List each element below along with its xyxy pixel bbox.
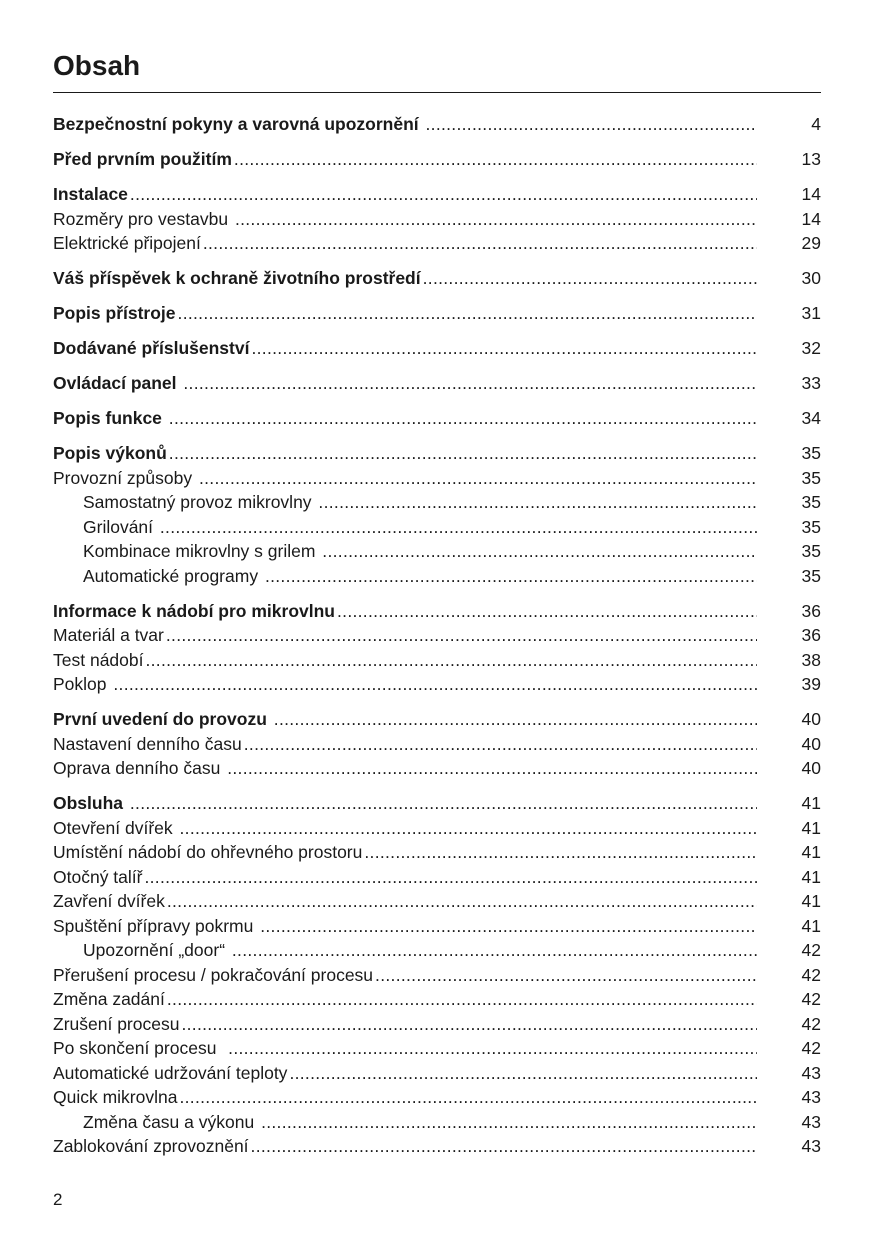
toc-page-number: 35 [801,492,821,512]
dot-leader [426,112,758,137]
toc-entry-title: Před prvním použitím [53,149,232,169]
toc-page-number: 35 [801,443,821,463]
toc-subentry[interactable] [53,564,821,589]
toc-entry[interactable] [53,466,821,491]
dot-leader [169,441,757,466]
dot-leader [232,938,757,963]
toc-entry[interactable] [53,231,821,256]
toc-section [53,791,821,1159]
dot-leader [113,672,757,697]
toc-heading-entry[interactable] [53,791,821,816]
toc-page-number: 38 [801,649,821,670]
toc-entry[interactable] [53,816,821,841]
toc-page-number: 35 [801,565,821,586]
toc-subentry[interactable] [53,938,821,963]
toc-heading-entry[interactable] [53,147,821,172]
toc-entry-title: Přerušení procesu / pokračování procesu [53,964,374,985]
toc-section [53,112,821,137]
toc-page-number: 30 [801,268,821,288]
toc-entry-title: Otočný talíř [53,866,143,887]
toc-page-number: 4 [811,114,821,134]
toc-subentry[interactable] [53,539,821,564]
dot-leader [337,599,757,624]
toc-page-number: 43 [801,1087,821,1107]
dot-leader [183,371,757,396]
toc-entry-title: Samostatný provoz mikrovlny [83,492,317,512]
toc-entry-title: Popis funkce [53,408,167,428]
toc-entry[interactable] [53,672,821,697]
toc-section [53,266,821,291]
toc-entry-title: Ovládací panel [53,373,182,393]
toc-page-number: 14 [801,184,821,204]
toc-page-number: 40 [801,733,821,754]
toc-entry-title: Obsluha [53,793,128,813]
dot-leader [203,231,757,256]
dot-leader [261,1110,757,1135]
toc-page-number: 41 [801,866,821,887]
toc-entry-title: Quick mikrovlna [53,1087,178,1107]
toc-entry[interactable] [53,623,821,648]
dot-leader [180,816,758,841]
toc-entry-title: Spuštění přípravy pokrmu [53,915,259,936]
dot-leader [227,756,757,781]
dot-leader [181,1012,757,1037]
toc-entry[interactable] [53,914,821,939]
toc-section [53,406,821,431]
toc-entry-title: Otevření dvířek [53,817,178,838]
toc-page-number: 43 [801,1111,821,1132]
toc-page-number: 40 [801,758,821,778]
toc-page-number: 13 [801,149,821,169]
dot-leader [274,707,757,732]
toc-entry-title: Kombinace mikrovlny s grilem [83,541,321,561]
toc-entry-title: Zrušení procesu [53,1013,180,1034]
toc-entry[interactable] [53,1134,821,1159]
toc-entry-title: Zablokování zprovoznění [53,1136,249,1156]
toc-entry-title: Váš příspěvek k ochraně životního prostředí [53,268,421,288]
dot-leader [144,865,757,890]
toc-page-number: 41 [801,915,821,936]
toc-entry-title: Zavření dvířek [53,891,165,911]
toc-page-number: 42 [801,940,821,960]
dot-leader [160,515,757,540]
toc-page-number: 42 [801,989,821,1009]
toc-entry[interactable] [53,865,821,890]
toc-section [53,182,821,256]
toc-entry-title: Nastavení denního času [53,733,242,754]
toc-page-number: 31 [801,303,821,323]
toc-entry-title: Grilování [83,516,158,537]
toc-page-number: 36 [801,600,821,621]
toc-heading-entry[interactable] [53,441,821,466]
toc-entry-title: Automatické udržování teploty [53,1062,288,1083]
toc-page-number: 33 [801,373,821,393]
dot-leader [251,1134,757,1159]
dot-leader [234,147,757,172]
toc-entry-title: Popis přístroje [53,303,176,323]
toc-entry-title: První uvedení do provozu [53,709,272,729]
toc-subentry[interactable] [53,1110,821,1135]
toc-entry-title: Rozměry pro vestavbu [53,208,233,229]
toc-heading-entry[interactable] [53,336,821,361]
dot-leader [375,963,757,988]
toc-entry-title: Po skončení procesu [53,1038,227,1058]
toc-page-number: 40 [801,709,821,729]
toc-subentry[interactable] [53,490,821,515]
title-divider [53,92,821,93]
toc-entry-title: Elektrické připojení [53,233,201,253]
toc-entry[interactable] [53,963,821,988]
dot-leader [322,539,757,564]
toc-entry-title: Popis výkonů [53,443,167,463]
dot-leader [199,466,757,491]
toc-entry-title: Změna času a výkonu [83,1111,260,1132]
toc-page-number: 41 [801,891,821,911]
toc-page-number: 36 [801,625,821,645]
dot-leader [244,732,757,757]
toc-page-number: 32 [801,338,821,358]
toc-page-number: 34 [801,408,821,428]
toc-heading-entry[interactable] [53,599,821,624]
toc-section [53,336,821,361]
toc-page-number: 43 [801,1136,821,1156]
toc-heading-entry[interactable] [53,707,821,732]
dot-leader [260,914,757,939]
toc-section [53,147,821,172]
toc-heading-entry[interactable] [53,266,821,291]
dot-leader [166,623,757,648]
dot-leader [228,1036,757,1061]
dot-leader [364,840,757,865]
toc-entry[interactable] [53,207,821,232]
toc-entry[interactable] [53,840,821,865]
toc-heading-entry[interactable] [53,182,821,207]
toc-page-number: 41 [801,793,821,813]
toc-entry-title: Umístění nádobí do ohřevného prostoru [53,842,363,862]
dot-leader [423,266,757,291]
dot-leader [178,301,757,326]
toc-entry-title: Oprava denního času [53,758,226,778]
page-number: 2 [53,1190,63,1209]
toc-entry-title: Informace k nádobí pro mikrovlnu [53,600,335,621]
dot-leader [179,1085,757,1110]
toc-page-number: 42 [801,964,821,985]
dot-leader [251,336,757,361]
dot-leader [289,1061,757,1086]
toc-heading-entry[interactable] [53,112,821,137]
toc-page-number: 14 [801,208,821,229]
toc-page-number: 41 [801,842,821,862]
toc-page-number: 35 [801,541,821,561]
toc-page-number: 42 [801,1013,821,1034]
dot-leader [235,207,757,232]
toc-heading-entry[interactable] [53,371,821,396]
toc-entry-title: Instalace [53,184,128,204]
dot-leader [130,182,757,207]
toc-entry[interactable] [53,1036,821,1061]
toc-entry-title: Automatické programy [83,565,263,586]
dot-leader [318,490,757,515]
toc-entry[interactable] [53,1012,821,1037]
toc-entry[interactable] [53,732,821,757]
toc-entry[interactable] [53,648,821,673]
toc-section [53,301,821,326]
toc-entry[interactable] [53,1061,821,1086]
toc-section [53,707,821,781]
dot-leader [145,648,757,673]
toc-entry-title: Provozní způsoby [53,467,197,488]
toc-page-number: 42 [801,1038,821,1058]
toc-heading-entry[interactable] [53,301,821,326]
toc-page-number: 41 [801,817,821,838]
toc-entry-title: Materiál a tvar [53,625,164,645]
toc-entry-title: Test nádobí [53,649,144,670]
toc-entry[interactable] [53,756,821,781]
dot-leader [167,987,757,1012]
dot-leader [265,564,757,589]
page-title: Obsah [53,50,141,81]
toc-entry-title: Dodávané příslušenství [53,338,250,358]
dot-leader [167,889,757,914]
toc-subentry[interactable] [53,515,821,540]
toc-page-number: 43 [801,1062,821,1083]
toc-entry[interactable] [53,1085,821,1110]
toc-entry-title: Poklop [53,674,112,694]
toc-heading-entry[interactable] [53,406,821,431]
dot-leader [169,406,757,431]
toc-page-number: 39 [801,674,821,694]
toc-section [53,371,821,396]
toc-entry-title: Upozornění „door“ [83,940,230,960]
toc-entry-title: Bezpečnostní pokyny a varovná upozornění [53,114,424,134]
toc-entry[interactable] [53,889,821,914]
toc-entry-title: Změna zadání [53,989,165,1009]
toc-page-number: 35 [801,467,821,488]
dot-leader [130,791,757,816]
toc-page-number: 29 [801,233,821,253]
toc-section [53,599,821,697]
table-of-contents [53,112,821,1169]
toc-entry[interactable] [53,987,821,1012]
toc-section [53,441,821,588]
toc-page-number: 35 [801,516,821,537]
